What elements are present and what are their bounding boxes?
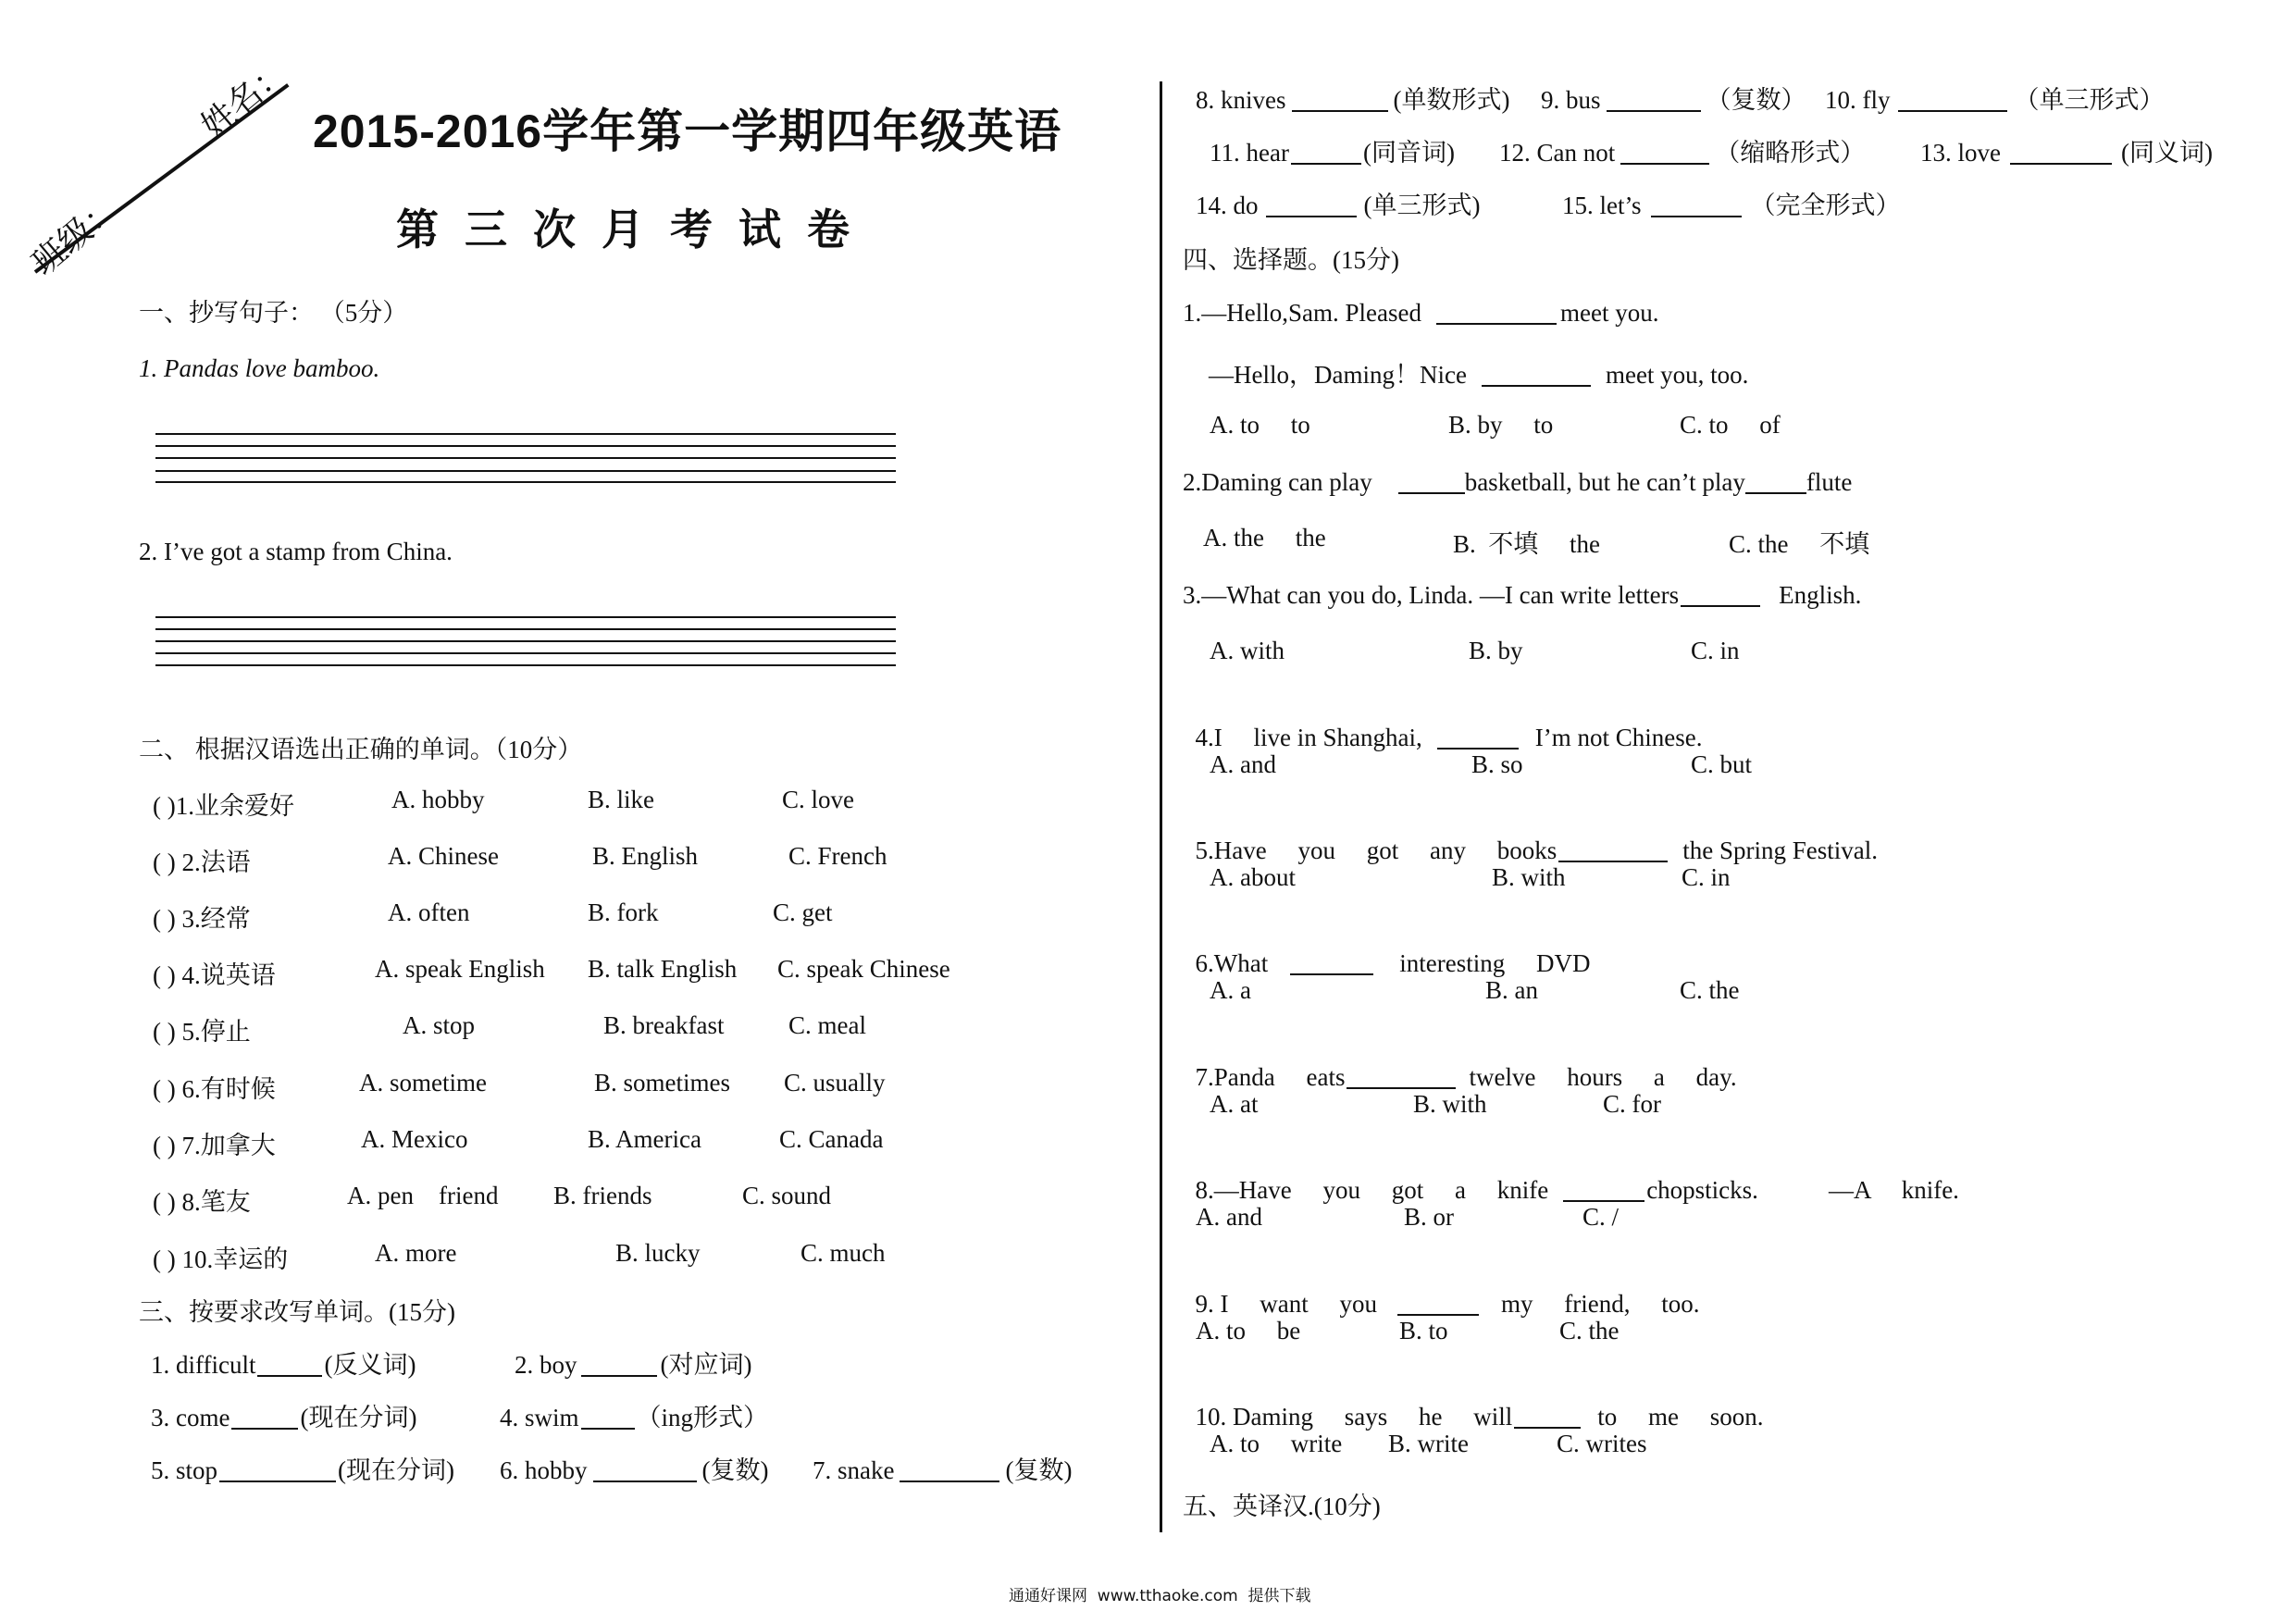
option-c: C. the (1559, 1317, 1620, 1344)
answer-blank[interactable] (1745, 467, 1806, 494)
question-text: basketball, but he can’t play (1464, 468, 1745, 496)
rewrite-word: 6. hobby (500, 1456, 588, 1484)
option-c: C. much (800, 1239, 886, 1267)
option-a: A. at (1210, 1090, 1259, 1118)
option-b: B. friends (553, 1182, 652, 1209)
writing-line (155, 457, 896, 459)
rewrite-item (1562, 185, 1901, 221)
question-text: to me soon. (1597, 1403, 1764, 1431)
question-text: interesting DVD (1399, 949, 1591, 977)
vocab-item-number: ( ) 8.笔友 (153, 1188, 251, 1216)
option-c: C. the (1680, 976, 1740, 1004)
option-b: B. 不填 the (1453, 530, 1600, 558)
question-text: the Spring Festival. (1682, 836, 1878, 864)
answer-blank[interactable] (593, 1456, 697, 1482)
option-a: A. and (1210, 750, 1276, 778)
question-text: 8.—Have you got a knife (1195, 1176, 1549, 1204)
question-text: —Hello，Daming！Nice (1209, 361, 1467, 389)
rewrite-word: 2. boy (515, 1351, 577, 1379)
question-text: twelve hours a day. (1469, 1063, 1737, 1091)
option-a: A. speak English (375, 955, 545, 983)
writing-line (155, 616, 896, 618)
rewrite-hint: （复数） (1706, 86, 1806, 114)
rewrite-item (515, 1344, 751, 1381)
question-text: meet you, too. (1605, 361, 1749, 389)
option-c: C. speak Chinese (777, 955, 950, 983)
rewrite-hint: (对应词) (660, 1351, 752, 1379)
option-c: C. the 不填 (1729, 530, 1870, 558)
rewrite-item (1920, 132, 2213, 168)
question-text: 2.Daming can play (1183, 468, 1372, 496)
rewrite-item (813, 1450, 1072, 1486)
rewrite-hint: （ing形式） (636, 1404, 769, 1431)
writing-line (155, 628, 896, 630)
class-label: 班级： (24, 188, 126, 282)
rewrite-item (500, 1397, 768, 1433)
option-c: C. to of (1680, 411, 1781, 439)
option-c: C. sound (742, 1182, 832, 1209)
writing-line (155, 481, 896, 483)
rewrite-hint: (现在分词) (300, 1404, 417, 1431)
option-b: B. English (592, 842, 699, 870)
page-footer: 通通好课网 www.tthaoke.com 提供下载 (1009, 1587, 1311, 1605)
answer-blank[interactable] (1563, 1175, 1644, 1202)
option-a: A. about (1210, 863, 1296, 891)
rewrite-row-1 (151, 1344, 416, 1381)
section5-heading: 五、英译汉.(10分) (1183, 1493, 1381, 1520)
rewrite-item (1499, 132, 1865, 168)
rewrite-row-5 (1210, 132, 1455, 168)
page-title: 2015-2016学年第一学期四年级英语 (313, 105, 1062, 157)
answer-blank[interactable] (900, 1456, 999, 1482)
mc-question-10 (1183, 1373, 1763, 1431)
copy-sentence-1: 1. Pandas love bamboo. (139, 354, 380, 382)
rewrite-row-4 (1196, 80, 1509, 116)
option-a: A. pen friend (347, 1182, 499, 1209)
question-text: my friend, too. (1500, 1290, 1700, 1318)
answer-blank[interactable] (1620, 138, 1709, 165)
option-c: C. meal (788, 1011, 866, 1039)
rewrite-hint: (复数) (701, 1456, 769, 1484)
question-text: English. (1779, 581, 1862, 609)
rewrite-hint: (同义词) (2121, 139, 2213, 167)
rewrite-row-2 (151, 1397, 416, 1433)
answer-blank[interactable] (1290, 948, 1373, 975)
vocab-item-number: ( ) 2.法语 (153, 849, 251, 876)
answer-blank[interactable] (1558, 836, 1668, 862)
rewrite-hint: （完全形式） (1750, 192, 1901, 219)
option-c: C. for (1603, 1090, 1661, 1118)
question-text: 10. Daming says he will (1195, 1403, 1513, 1431)
question-text: —A knife. (1828, 1176, 1959, 1204)
option-a: A. the the (1203, 524, 1326, 551)
vocab-item-number: ( ) 5.停止 (153, 1018, 251, 1046)
option-c: C. in (1691, 637, 1740, 664)
answer-blank[interactable] (1437, 723, 1519, 750)
vocab-item-number: ( ) 7.加拿大 (153, 1132, 276, 1159)
option-c: C. but (1691, 750, 1753, 778)
answer-blank[interactable] (1681, 580, 1760, 607)
option-c: C. get (773, 898, 833, 926)
section2-heading: 二、 根据汉语选出正确的单词。（10分） (139, 736, 583, 763)
option-c: C. writes (1557, 1430, 1647, 1457)
answer-blank[interactable] (1266, 191, 1357, 217)
vocab-item-number: ( ) 4.说英语 (153, 961, 276, 989)
option-a: A. to be (1196, 1317, 1301, 1344)
question-text: 4.I live in Shanghai, (1195, 724, 1422, 751)
answer-blank[interactable] (1436, 298, 1557, 325)
answer-blank[interactable] (581, 1403, 635, 1430)
option-a: A. and (1196, 1203, 1262, 1231)
question-text: 7.Panda eats (1195, 1063, 1346, 1091)
section1-heading: 一、抄写句子： （5分） (139, 299, 408, 327)
option-c: C. French (788, 842, 887, 870)
option-b: B. write (1388, 1430, 1469, 1457)
rewrite-hint: (单数形式) (1393, 86, 1510, 114)
rewrite-hint: (复数) (1005, 1456, 1073, 1484)
writing-line (155, 470, 896, 472)
writing-line (155, 640, 896, 642)
option-a: A. sometime (359, 1069, 487, 1096)
option-b: B. an (1485, 976, 1538, 1004)
question-text: meet you. (1559, 299, 1659, 327)
answer-blank[interactable] (1898, 85, 2007, 112)
question-text: 1.—Hello,Sam. Pleased (1183, 299, 1421, 327)
mc-question-4 (1183, 694, 1702, 752)
option-c: C. in (1682, 863, 1731, 891)
option-b: B. by to (1448, 411, 1554, 439)
rewrite-word: 3. come (151, 1404, 230, 1431)
question-text: 5.Have you got any books (1195, 836, 1558, 864)
rewrite-word: 8. knives (1196, 86, 1286, 114)
rewrite-word: 4. swim (500, 1404, 579, 1431)
rewrite-hint: (同音词) (1362, 139, 1455, 167)
answer-blank[interactable] (231, 1403, 298, 1430)
mc-question-8 (1183, 1146, 1959, 1205)
rewrite-word: 12. Can not (1499, 139, 1616, 167)
vocab-item-number: ( )1.业余爱好 (153, 792, 294, 820)
answer-blank[interactable] (257, 1350, 322, 1377)
rewrite-word: 7. snake (813, 1456, 895, 1484)
option-b: B. lucky (615, 1239, 701, 1267)
rewrite-word: 13. love (1920, 139, 2001, 167)
option-a: A. Chinese (388, 842, 499, 870)
question-text: flute (1806, 468, 1853, 496)
section3-heading: 三、按要求改写单词。(15分) (139, 1298, 455, 1326)
rewrite-word: 15. let’s (1562, 192, 1642, 219)
question-text: 9. I want you (1195, 1290, 1377, 1318)
rewrite-hint: (单三形式) (1363, 192, 1481, 219)
mc-question-3 (1183, 580, 1861, 610)
answer-blank[interactable] (1482, 360, 1591, 387)
option-c: C. / (1582, 1203, 1620, 1231)
rewrite-hint: (现在分词) (338, 1456, 454, 1484)
answer-blank[interactable] (1291, 138, 1361, 165)
question-text: I’m not Chinese. (1534, 724, 1703, 751)
section4-heading: 四、选择题。(15分) (1183, 246, 1399, 274)
option-a: A. often (388, 898, 470, 926)
writing-line (155, 652, 896, 654)
question-text: chopsticks. (1646, 1176, 1758, 1204)
option-a: A. more (375, 1239, 457, 1267)
option-b: B. like (588, 786, 654, 813)
mc-question-6 (1183, 920, 1590, 978)
option-b: B. talk English (588, 955, 738, 983)
mc-question-9 (1183, 1260, 1699, 1319)
writing-line (155, 664, 896, 666)
option-c: C. Canada (779, 1125, 884, 1153)
answer-blank[interactable] (1651, 191, 1742, 217)
rewrite-word: 11. hear (1210, 139, 1289, 167)
mc-question-1-reply (1209, 354, 1748, 390)
vocab-item-number: ( ) 10.幸运的 (153, 1245, 289, 1273)
option-b: B. to (1399, 1317, 1448, 1344)
column-divider (1160, 81, 1162, 1532)
question-text: 6.What (1195, 949, 1269, 977)
answer-blank[interactable] (1607, 85, 1701, 112)
answer-blank[interactable] (1514, 1402, 1581, 1429)
option-b: B. or (1404, 1203, 1454, 1231)
option-b: B. breakfast (603, 1011, 725, 1039)
rewrite-hint: (反义词) (324, 1351, 416, 1379)
option-a: A. stop (403, 1011, 476, 1039)
rewrite-item (1541, 80, 1806, 116)
rewrite-item (500, 1450, 768, 1486)
rewrite-word: 1. difficult (151, 1351, 256, 1379)
option-b: B. so (1471, 750, 1523, 778)
mc-question-5 (1183, 807, 1878, 865)
option-a: A. Mexico (361, 1125, 468, 1153)
option-a: A. to to (1210, 411, 1310, 439)
writing-line (155, 445, 896, 447)
option-b: B. with (1492, 863, 1566, 891)
option-a: A. a (1210, 976, 1251, 1004)
answer-blank[interactable] (219, 1456, 336, 1482)
answer-blank[interactable] (1292, 85, 1388, 112)
rewrite-hint: （缩略形式） (1715, 139, 1866, 167)
option-a: A. to write (1210, 1430, 1343, 1457)
mc-question-7 (1183, 1034, 1737, 1092)
mc-question-1 (1183, 298, 1658, 328)
answer-blank[interactable] (1397, 1289, 1479, 1316)
option-a: A. hobby (391, 786, 485, 813)
option-c: C. love (782, 786, 854, 813)
page-subtitle: 第三次月考试卷 (396, 205, 875, 254)
copy-sentence-2: 2. I’ve got a stamp from China. (139, 538, 453, 565)
mc-question-2 (1183, 467, 1852, 497)
option-b: B. America (588, 1125, 701, 1153)
rewrite-item (1825, 80, 2165, 116)
option-a: A. with (1210, 637, 1285, 664)
answer-blank[interactable] (1398, 467, 1465, 494)
rewrite-word: 5. stop (151, 1456, 218, 1484)
question-text: 3.—What can you do, Linda. —I can write letters (1183, 581, 1680, 609)
option-c: C. usually (784, 1069, 886, 1096)
option-b: B. by (1469, 637, 1523, 664)
option-b: B. fork (588, 898, 659, 926)
answer-blank[interactable] (2010, 138, 2112, 165)
rewrite-word: 14. do (1196, 192, 1259, 219)
name-label: 姓名： (193, 51, 295, 145)
option-b: B. with (1413, 1090, 1487, 1118)
rewrite-hint: （单三形式） (2014, 86, 2165, 114)
answer-blank[interactable] (581, 1350, 657, 1377)
rewrite-word: 10. fly (1825, 86, 1891, 114)
option-b: B. sometimes (594, 1069, 730, 1096)
answer-blank[interactable] (1347, 1062, 1456, 1089)
rewrite-row-6 (1196, 185, 1480, 221)
vocab-item-number: ( ) 3.经常 (153, 905, 251, 933)
rewrite-word: 9. bus (1541, 86, 1601, 114)
rewrite-row-3 (151, 1450, 454, 1486)
writing-line (155, 433, 896, 435)
vocab-item-number: ( ) 6.有时候 (153, 1075, 276, 1103)
